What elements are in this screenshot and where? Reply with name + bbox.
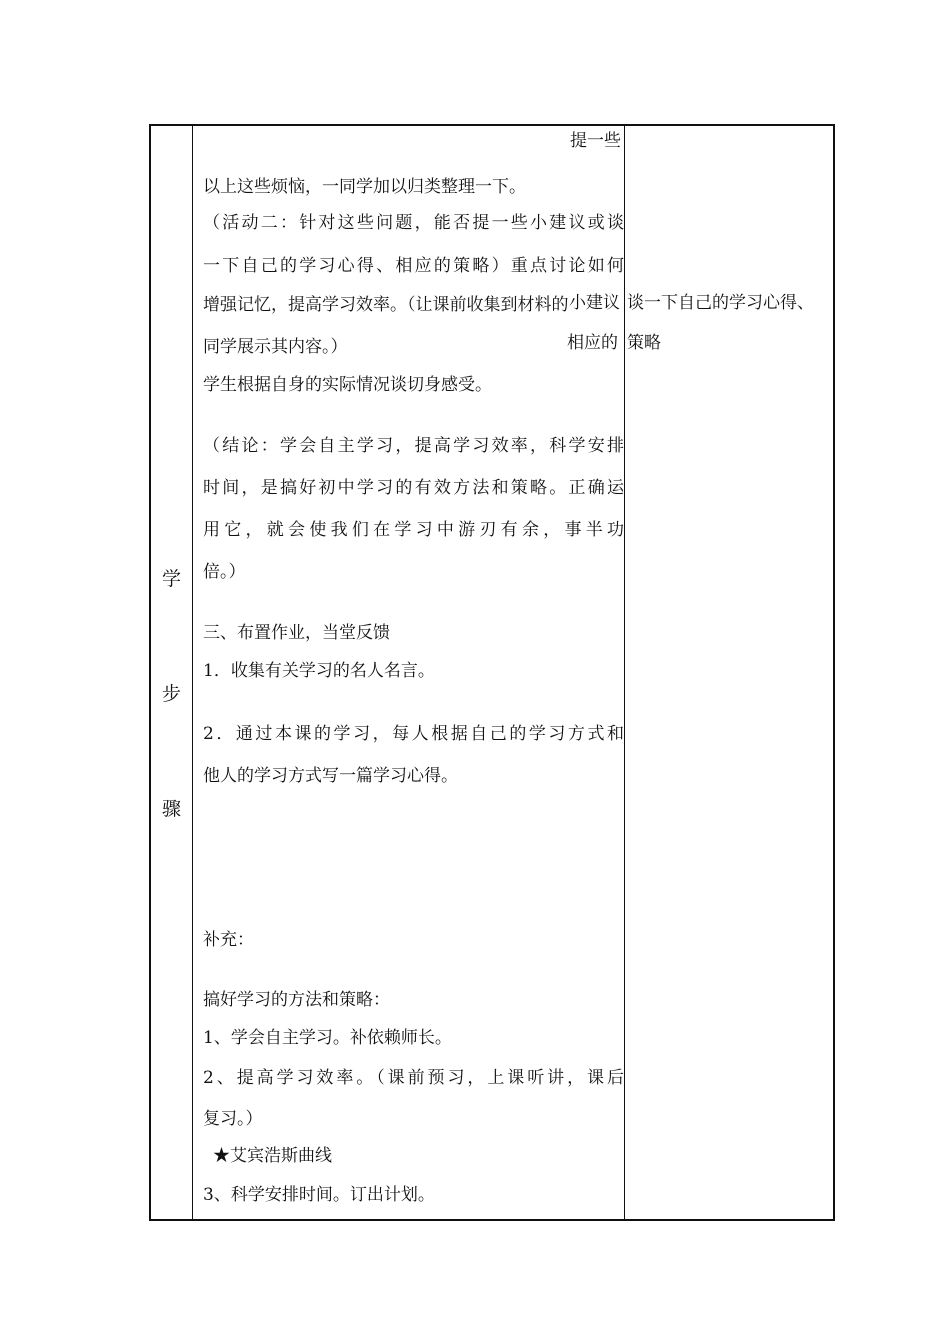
overflow-fragment: 相应的 xyxy=(567,333,618,353)
content-line: 时间，是搞好初中学习的有效方法和策略。正确运 xyxy=(203,478,624,498)
side-label-char-1: 学 xyxy=(161,568,181,590)
content-line: 1．收集有关学习的名人名言。 xyxy=(203,661,435,681)
overflow-fragment: 小建议 xyxy=(569,293,620,313)
content-line: 2．通过本课的学习，每人根据自己的学习方式和 xyxy=(203,724,624,744)
content-line: 2、提高学习效率。（课前预习，上课听讲，课后 xyxy=(203,1068,624,1088)
content-line: 1、学会自主学习。补依赖师长。 xyxy=(203,1028,452,1048)
content-line: 复习。） xyxy=(203,1109,263,1129)
content-line: 同学展示其内容。） xyxy=(203,337,348,357)
content-line: 搞好学习的方法和策略： xyxy=(203,990,390,1010)
content-line: 一下自己的学习心得、相应的策略）重点讨论如何 xyxy=(203,256,624,276)
content-line: 倍。） xyxy=(203,562,246,582)
content-line: （结论：学会自主学习，提高学习效率，科学安排 xyxy=(203,436,624,456)
column-divider-1 xyxy=(192,126,193,1219)
column-divider-2 xyxy=(624,126,625,1219)
content-line: 三、布置作业，当堂反馈 xyxy=(203,623,390,643)
content-line: 补充： xyxy=(203,930,254,950)
content-line: 以上这些烦恼，一同学加以归类整理一下。 xyxy=(203,177,526,197)
notes-line: 谈一下自己的学习心得、 xyxy=(627,293,814,313)
notes-line: 策略 xyxy=(627,333,661,353)
side-label-char-3: 骤 xyxy=(161,798,181,820)
content-line: 用它，就会使我们在学习中游刃有余，事半功 xyxy=(203,520,624,540)
content-line: 学生根据自身的实际情况谈切身感受。 xyxy=(203,375,492,395)
lesson-table xyxy=(149,124,835,1221)
content-top-fragment: 提一些 xyxy=(570,131,621,151)
content-line: 3、科学安排时间。订出计划。 xyxy=(203,1185,435,1205)
content-line: 他人的学习方式写一篇学习心得。 xyxy=(203,766,458,786)
side-label-char-2: 步 xyxy=(161,683,181,705)
content-line: （活动二：针对这些问题，能否提一些小建议或谈 xyxy=(203,213,624,233)
content-line: 增强记忆，提高学习效率。（让课前收集到材料的 xyxy=(203,295,569,315)
content-line: ★艾宾浩斯曲线 xyxy=(213,1146,332,1166)
